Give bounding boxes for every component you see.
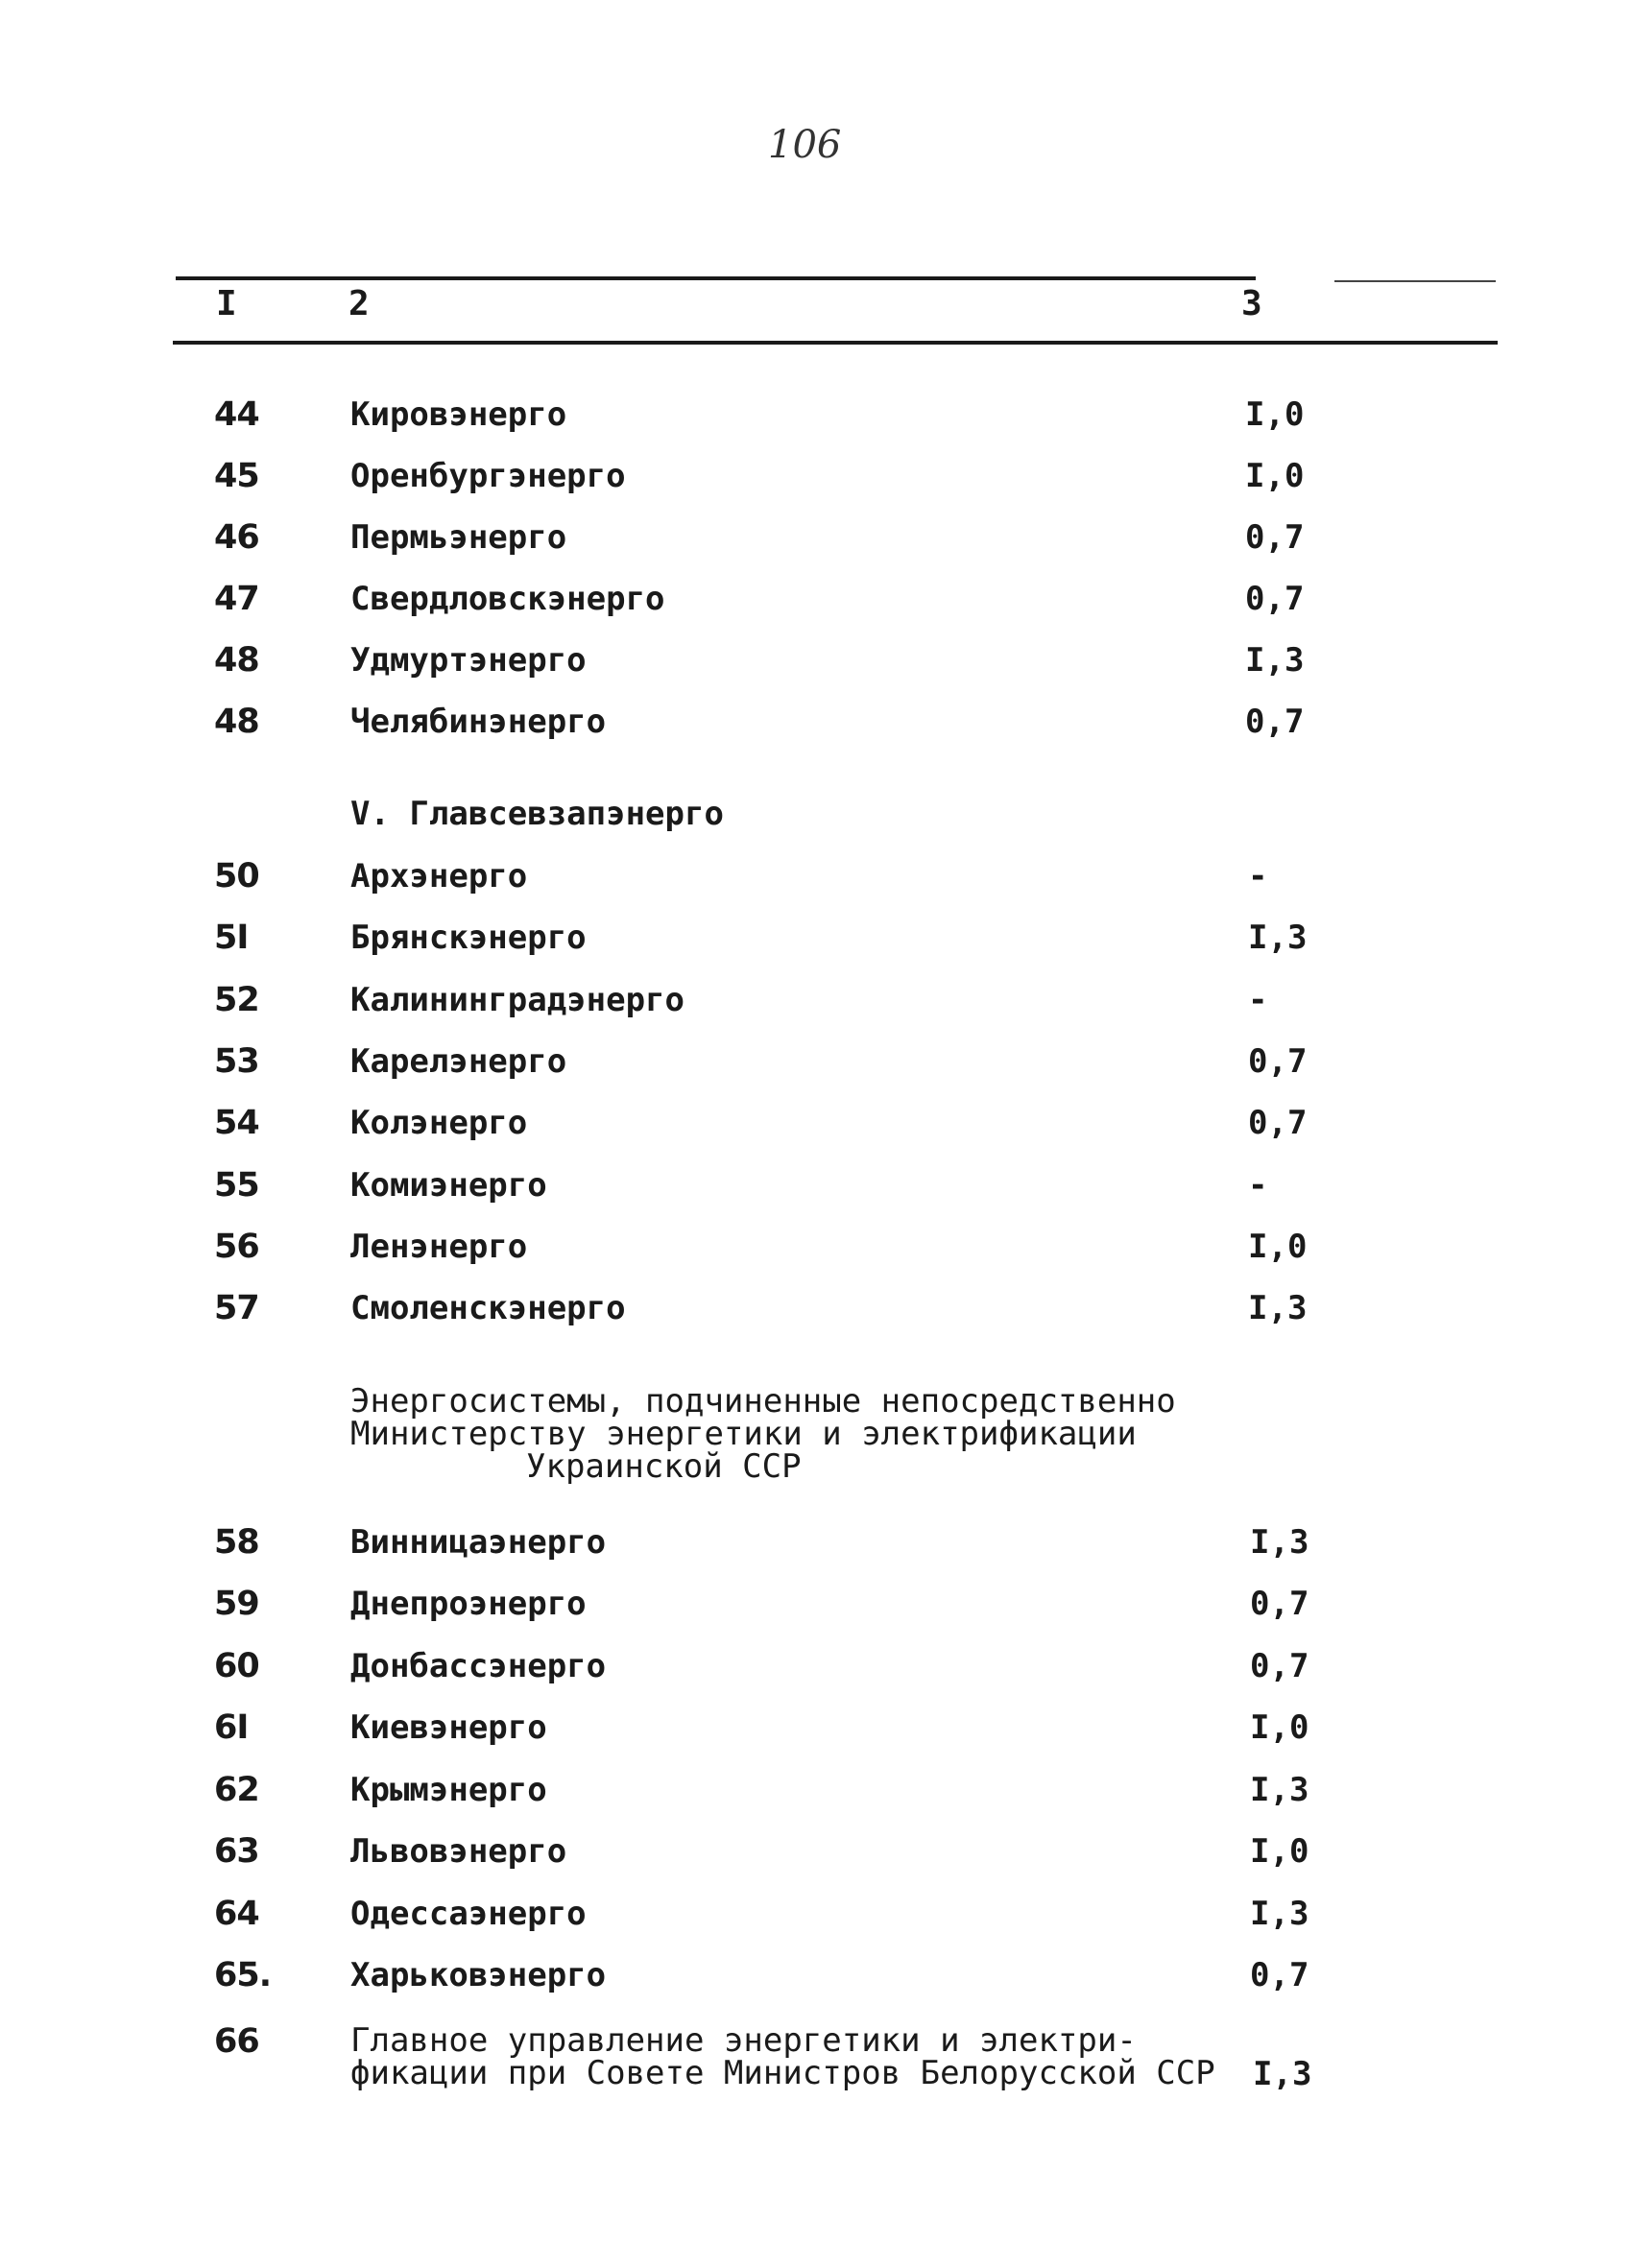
row-number: 53 (214, 1042, 259, 1081)
row-number: 64 (214, 1895, 259, 1933)
row-number: 62 (214, 1771, 259, 1809)
table-row (0, 1585, 1633, 1635)
row-value: - (1248, 857, 1268, 895)
row-value: I,3 (1250, 1523, 1309, 1562)
row-value: 0,7 (1250, 1585, 1309, 1623)
table-top-rule (176, 276, 1256, 280)
table-row (0, 1647, 1633, 1697)
table-row (0, 1523, 1633, 1573)
row-number: 59 (214, 1585, 259, 1623)
row-name: Харьковэнерго (350, 1956, 607, 1994)
row-name: Карелэнерго (350, 1042, 567, 1081)
row-name: Свердловскэнерго (350, 580, 665, 618)
row-value: I,3 (1248, 919, 1308, 957)
section-heading-line: Украинской ССР (526, 1447, 802, 1486)
table-row (0, 457, 1633, 507)
page-number: 106 (768, 123, 842, 167)
table-row (0, 1895, 1633, 1945)
row-name-line: фикации при Совете Министров Белорусской ССР (350, 2054, 1215, 2092)
row-name: Брянскэнерго (350, 919, 587, 957)
table-row (0, 1104, 1633, 1154)
row-number: 54 (214, 1104, 259, 1142)
row-name: Днепроэнерго (350, 1585, 587, 1623)
row-value: I,3 (1253, 2055, 1312, 2093)
table-row (0, 641, 1633, 691)
row-number: 63 (214, 1832, 259, 1871)
row-name: Челябинэнерго (350, 703, 607, 741)
row-value: 0,7 (1250, 1956, 1309, 1994)
row-name: Ленэнерго (350, 1228, 528, 1266)
row-number: 66 (214, 2022, 259, 2061)
table-row (0, 703, 1633, 752)
header-col-3: 3 (1241, 284, 1262, 323)
row-value: 0,7 (1245, 703, 1305, 741)
section-heading-glavsevzapenergo: V. Главсевзапэнерго (350, 795, 724, 833)
row-name: Комиэнерго (350, 1166, 547, 1205)
table-row (0, 580, 1633, 630)
row-number: 58 (214, 1523, 259, 1562)
row-number: 50 (214, 857, 259, 895)
row-value: I,0 (1245, 395, 1305, 434)
table-row (0, 919, 1633, 968)
row-number: 48 (214, 703, 259, 741)
table-row (0, 1771, 1633, 1821)
table-row (0, 518, 1633, 568)
row-number: 48 (214, 641, 259, 680)
table-row (0, 981, 1633, 1031)
row-name-line: Главное управление энергетики и электри- (350, 2021, 1137, 2060)
row-number: 47 (214, 580, 259, 618)
row-number: 45 (214, 457, 259, 495)
table-header-rule (173, 341, 1498, 345)
header-col-1: I (216, 284, 237, 323)
row-value: 0,7 (1250, 1647, 1309, 1685)
row-value: I,0 (1245, 457, 1305, 495)
section-heading-line: Энергосистемы, подчиненные непосредственно (350, 1382, 1176, 1420)
table-row (0, 1289, 1633, 1339)
row-value: I,3 (1250, 1771, 1309, 1809)
row-name: Крымэнерго (350, 1771, 547, 1809)
row-number: 65. (214, 1956, 272, 1994)
section-heading-line: Министерству энергетики и электрификации (350, 1415, 1137, 1453)
table-row (0, 1832, 1633, 1882)
row-name: Одессаэнерго (350, 1895, 587, 1933)
row-value: I,0 (1248, 1228, 1308, 1266)
row-value: I,0 (1250, 1832, 1309, 1871)
row-name: Пермьэнерго (350, 518, 567, 557)
row-name: Удмуртэнерго (350, 641, 587, 680)
row-number: 60 (214, 1647, 259, 1685)
row-number: 46 (214, 518, 259, 557)
row-name: Колэнерго (350, 1104, 528, 1142)
row-value: I,3 (1245, 641, 1305, 680)
row-number: 6I (214, 1708, 249, 1747)
row-name: Архэнерго (350, 857, 528, 895)
table-row (0, 1166, 1633, 1216)
table-row (0, 857, 1633, 907)
row-name: Винницаэнерго (350, 1523, 607, 1562)
row-name: Кировэнерго (350, 395, 567, 434)
row-value: - (1248, 981, 1268, 1019)
table-top-rule-tail (1334, 280, 1496, 282)
row-name: Смоленскэнерго (350, 1289, 626, 1327)
header-col-2: 2 (348, 284, 370, 323)
row-value: - (1248, 1166, 1268, 1205)
table-row (0, 1042, 1633, 1092)
row-value: 0,7 (1248, 1104, 1308, 1142)
row-name: Оренбургэнерго (350, 457, 626, 495)
row-value: I,3 (1250, 1895, 1309, 1933)
row-number: 44 (214, 395, 259, 434)
table-row (0, 2022, 1633, 2099)
row-name: Львовэнерго (350, 1832, 567, 1871)
row-value: 0,7 (1245, 518, 1305, 557)
table-row (0, 395, 1633, 445)
row-name: Киевэнерго (350, 1708, 547, 1747)
row-value: I,3 (1248, 1289, 1308, 1327)
row-number: 5I (214, 919, 249, 957)
row-name: Калининградэнерго (350, 981, 684, 1019)
row-number: 55 (214, 1166, 259, 1205)
row-value: 0,7 (1245, 580, 1305, 618)
table-row (0, 1956, 1633, 2006)
row-number: 57 (214, 1289, 259, 1327)
table-row (0, 1708, 1633, 1758)
row-number: 56 (214, 1228, 259, 1266)
row-value: 0,7 (1248, 1042, 1308, 1081)
table-row (0, 1228, 1633, 1277)
row-name: Донбассэнерго (350, 1647, 607, 1685)
row-value: I,0 (1250, 1708, 1309, 1747)
row-number: 52 (214, 981, 259, 1019)
